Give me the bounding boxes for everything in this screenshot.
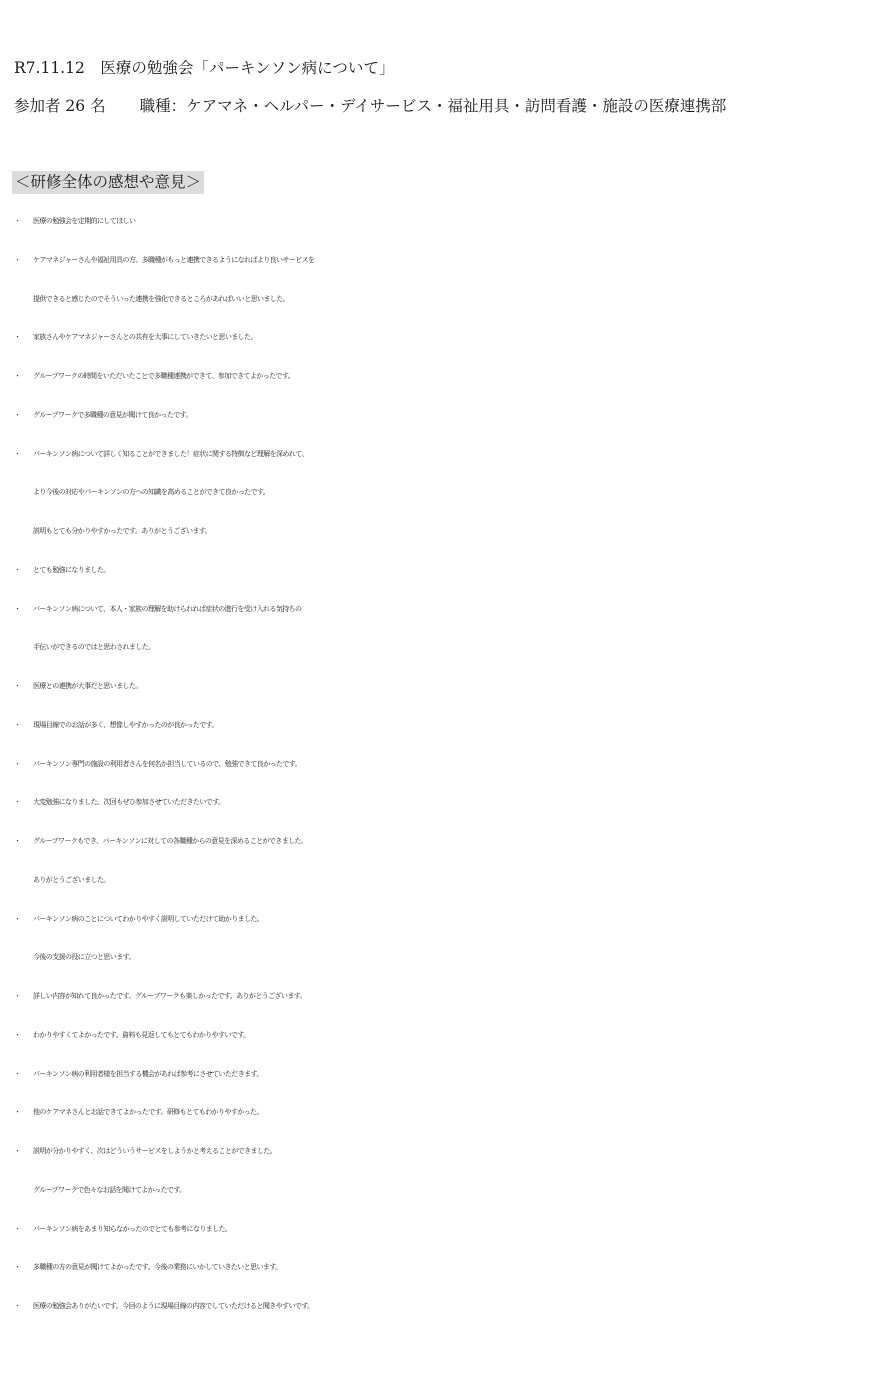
comment-text: 他のケアマネさんとお話できてよかったです。研修もとてもわかりやすかった。: [33, 1108, 263, 1117]
comment-text: 多職種の方の意見が聞けてよかったです。今後の業務にいかしていきたいと思います。: [33, 1263, 282, 1272]
comment-continuation: [14, 633, 864, 672]
bullet-mark: ・: [14, 1302, 21, 1310]
comment-item: [14, 1060, 864, 1099]
bullet-mark: ・: [14, 1147, 21, 1155]
comment-text: 詳しい内容が知れて良かったです。グループワークも楽しかったです。ありがとうございます。: [33, 992, 306, 1000]
comment-list: [14, 207, 864, 1331]
bullet-mark: ・: [14, 1263, 21, 1272]
comment-text: グループワークで色々なお話を聞けてよかったです。: [33, 1185, 186, 1194]
comment-text: パーキンソン病をあまり知らなかったのでとても参考になりました。: [33, 1224, 232, 1233]
bullet-mark: ・: [14, 449, 21, 458]
comment-continuation: [14, 1176, 864, 1215]
comment-text: グループワークで多職種の意見が聞けて良かったです。: [33, 410, 192, 419]
comment-text: 今後の支援の役に立つと思います。: [33, 953, 135, 962]
comment-item: [14, 362, 864, 401]
comment-text: ありがとうございました。: [33, 875, 110, 884]
bullet-mark: ・: [14, 1069, 21, 1078]
comment-text: 現場目線でのお話が多く、想像しやすかったのが良かったです。: [33, 720, 218, 729]
bullet-mark: ・: [14, 372, 21, 380]
comment-item: [14, 711, 864, 750]
document-title: R7.11.12 医療の勉強会「パーキンソン病について」: [14, 59, 395, 77]
comment-item: [14, 440, 864, 479]
comment-text: グループワークの時間をいただいたことで多職種連携ができて、参加できてよかったです。: [33, 372, 295, 380]
bullet-mark: ・: [14, 1224, 21, 1233]
bullet-mark: ・: [14, 1030, 21, 1039]
occupation-list: 職種：ケアマネ・ヘルパー・デイサービス・福祉用具・訪問看護・施設の医療連携部: [139, 97, 727, 115]
bullet-mark: ・: [14, 992, 21, 1000]
comment-text: パーキンソン専門の施設の利用者さんを何名か担当しているので、勉強できて良かったです。: [33, 759, 302, 768]
comment-item: [14, 788, 864, 827]
comment-text: 家族さんやケアマネジャーさんとの共有を大事にしていきたいと思いました。: [33, 333, 257, 342]
bullet-mark: ・: [14, 217, 21, 225]
comment-text: グループワークもでき、パーキンソンに対しての各職種からの意見を深めることができました。: [33, 837, 308, 845]
comment-text: パーキンソン病について、本人・家族の理解を助けられれば症状の進行を受け入れる気持ちの: [33, 604, 302, 613]
bullet-mark: ・: [14, 565, 21, 574]
bullet-mark: ・: [14, 410, 21, 419]
comment-item: [14, 1215, 864, 1254]
comment-text: パーキンソン病の利用者様を担当する機会があれば参考にさせていただきます。: [33, 1069, 263, 1078]
comment-text: 手伝いができるのではと思わされました。: [33, 643, 155, 652]
comment-item: [14, 827, 864, 866]
participant-info: [14, 95, 726, 117]
bullet-mark: ・: [14, 333, 21, 342]
comment-text: より今後の対応やパーキンソンの方への知識を高めることができて良かったです。: [33, 488, 270, 497]
bullet-mark: ・: [14, 255, 21, 264]
comment-item: [14, 750, 864, 789]
comment-item: [14, 556, 864, 595]
comment-item: [14, 672, 864, 711]
comment-item: [14, 323, 864, 362]
comment-text: 大変勉強になりました。次回もぜひ参加させていただきたいです。: [33, 798, 225, 807]
comment-item: [14, 1292, 864, 1331]
comment-continuation: [14, 478, 864, 517]
comment-item: [14, 1098, 864, 1137]
comment-text: 提供できると感じたのでそういった連携を強化できるところがあればいいと思いました。: [33, 294, 289, 303]
comment-continuation: [14, 285, 864, 324]
section-heading: ＜研修全体の感想や意見＞: [12, 171, 204, 194]
comment-item: [14, 1137, 864, 1176]
bullet-mark: ・: [14, 1108, 21, 1117]
comment-text: 医療の勉強会を定期的にしてほしい: [33, 217, 136, 225]
bullet-mark: ・: [14, 682, 21, 690]
comment-item: [14, 982, 864, 1021]
comment-text: パーキンソン病のことについてわかりやすく説明していただけて助かりました。: [33, 914, 264, 923]
comment-text: 医療の勉強会ありがたいです。今回のように現場目線の内容でしていただけると聞きやすいです。: [33, 1302, 314, 1310]
comment-text: パーキンソン病について詳しく知ることができました！症状に関する特徴など理解を深めれて、: [33, 449, 308, 458]
comment-continuation: [14, 517, 864, 556]
bullet-mark: ・: [14, 604, 21, 613]
comment-item: [14, 207, 864, 246]
comment-item: [14, 1021, 864, 1060]
bullet-mark: ・: [14, 798, 21, 807]
bullet-mark: ・: [14, 720, 21, 729]
comment-text: とても勉強になりました。: [33, 565, 110, 574]
comment-text: わかりやすくてよかったです。資料も見返してもとてもわかりやすいです。: [33, 1030, 250, 1039]
comment-item: [14, 905, 864, 944]
participant-count: 参加者 26 名: [14, 97, 106, 115]
comment-item: [14, 401, 864, 440]
comment-text: 説明もとても分かりやすかったです。ありがとうございます。: [33, 527, 212, 535]
comment-text: 説明が分かりやすく、次はどういうサービスをしようかと考えることができました。: [33, 1147, 277, 1155]
comment-continuation: [14, 943, 864, 982]
comment-text: 医療との連携が大事だと思いました。: [33, 682, 142, 690]
bullet-mark: ・: [14, 759, 21, 768]
comment-text: ケアマネジャーさんや福祉用具の方、多職種がもっと連携できるようになればより良いサービスを: [33, 255, 315, 264]
comment-item: [14, 1253, 864, 1292]
comment-item: [14, 246, 864, 285]
bullet-mark: ・: [14, 837, 21, 845]
comment-item: [14, 595, 864, 634]
bullet-mark: ・: [14, 914, 21, 923]
comment-continuation: [14, 866, 864, 905]
